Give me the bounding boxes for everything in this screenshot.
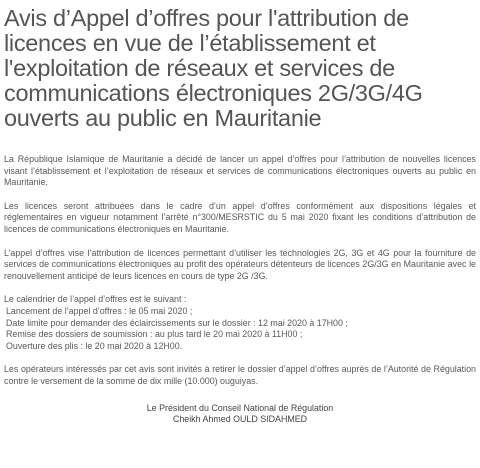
calendar-item-clarification-deadline: Date limite pour demander des éclaircissements sur le dossier : 12 mai 2020 à 17H00 ; [6, 317, 348, 328]
paragraph-intro: La République Islamique de Mauritanie a décidé de lancer un appel d’offres pour l’attribution de nouvelles licences visant l’établissement et l’exploitation de réseaux et services de communications électroniques ouverts au public en Mauritanie. [4, 154, 476, 188]
paragraph-scope: L’appel d’offres vise l’attribution de licences permettant d’utiliser les technologies 2G, 3G et 4G pour la fourniture de services de communications électroniques au profit des opérateurs détenteurs de licences 2G/3G en Mauritanie avec le renouvellement anticipé de leurs licences en cours de type 2G /3G. [4, 247, 476, 281]
paragraph-closing: Les opérateurs intéressés par cet avis sont invités à retirer le dossier d’appel d’offres auprès de l’Autorité de Régulation contre le versement de la somme de dix mille (10.000) ouguiyas. [4, 364, 476, 386]
document-page [4, 6, 476, 426]
signature-name: Cheikh Ahmed OULD SIDAHMED [172, 414, 308, 425]
calendar-section [4, 294, 476, 352]
paragraph-legal-framework: Les licences seront attribuées dans le cadre d’un appel d’offres conformément aux dispositions légales et réglementaires en vigueur notamment l’arrêté n°300/MESRSTIC du 5 mai 2020 fixant les conditions d’attribution de licences de communications électroniques en Mauritanie. [4, 200, 476, 234]
calendar-intro: Le calendrier de l’appel d’offres est le suivant : [4, 294, 187, 305]
signature-block [4, 403, 476, 426]
signature-title: Le Président du Conseil National de Régulation [146, 402, 334, 413]
calendar-item-launch: Lancement de l’appel d’offres : le 05 mai 2020 ; [6, 305, 193, 316]
calendar-item-opening: Ouverture des plis : le 20 mai 2020 à 12H00. [6, 340, 183, 351]
document-title: Avis d’Appel d’offres pour l'attribution de licences en vue de l’établissement et l'exploitation de réseaux et services de communications électroniques 2G/3G/4G ouverts au public en Mauritanie [4, 5, 423, 131]
calendar-item-submission: Remise des dossiers de soumission : au plus tard le 20 mai 2020 à 11H00 ; [6, 329, 303, 340]
